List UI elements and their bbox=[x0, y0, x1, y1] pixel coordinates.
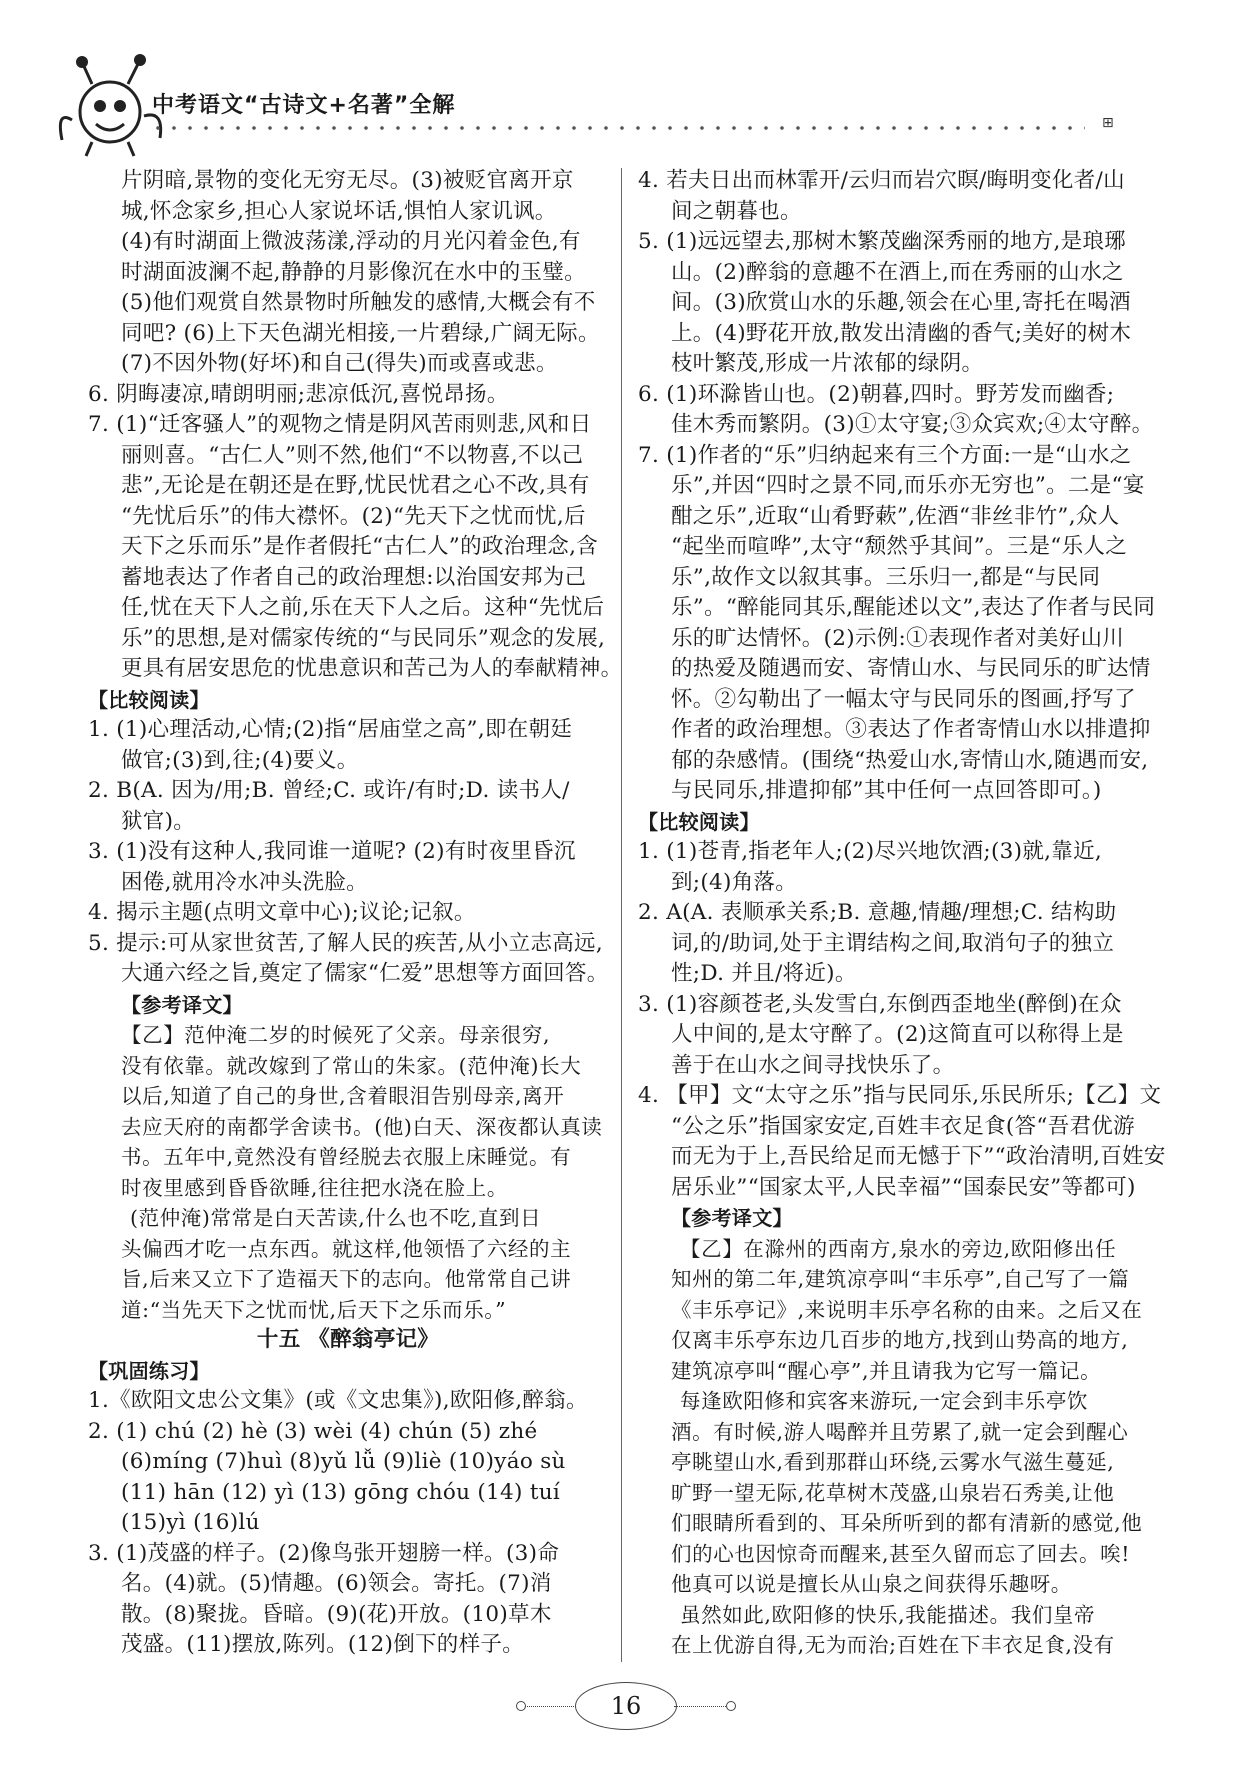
book-title: 中考语文“古诗文+名著”全解 bbox=[152, 93, 456, 118]
text-line: (11) hān (12) yì (13) gōng chóu (14) tuí bbox=[121, 1479, 561, 1505]
text-line: 酣之乐”,近取“山肴野蔌”,佐酒“非丝非竹”,众人 bbox=[671, 503, 1120, 529]
text-line: 困倦,就用冷水冲头洗脸。 bbox=[121, 869, 368, 895]
text-line: 乐”。“醉能同其乐,醒能述以文”,表达了作者与民同 bbox=[671, 595, 1156, 620]
translation-heading: 【参考译文】 bbox=[121, 992, 243, 1017]
text-line: 大通六经之旨,奠定了儒家“仁爱”思想等方面回答。 bbox=[121, 961, 609, 986]
answer-item: 7. (1)“迁客骚人”的观物之情是阴风苦雨则悲,风和日 bbox=[88, 412, 592, 437]
answer-item: 3. (1)茂盛的样子。(2)像鸟张开翅膀一样。(3)命 bbox=[88, 1540, 560, 1566]
text-line: 茂盛。(11)摆放,陈列。(12)倒下的样子。 bbox=[121, 1632, 525, 1657]
section-heading: 【比较阅读】 bbox=[88, 687, 210, 712]
translation-line: 知州的第二年,建筑凉亭叫“丰乐亭”,自己写了一篇 bbox=[671, 1267, 1130, 1291]
text-line: 人中间的,是太守醉了。(2)这简直可以称得上是 bbox=[671, 1022, 1124, 1047]
text-line: 名。(4)就。(5)情趣。(6)领会。寄托。(7)消 bbox=[121, 1571, 552, 1596]
text-line: 性;D. 并且/将近)。 bbox=[671, 961, 857, 986]
text-line: 佳木秀而繁阴。(3)①太守宴;③众宾欢;④太守醉。 bbox=[671, 412, 1154, 437]
text-line: 狱官)。 bbox=[121, 808, 196, 834]
translation-line: 没有依靠。就改嫁到了常山的朱家。(范仲淹)长大 bbox=[121, 1053, 582, 1078]
translation-line: 道:“当先天下之忧而忧,后天下之乐而乐。” bbox=[121, 1297, 507, 1322]
text-line: “起坐而喧哗”,太守“颓然乎其间”。三是“乐人之 bbox=[671, 534, 1127, 559]
footer-rule-right bbox=[674, 1706, 730, 1708]
page-number: 16 bbox=[575, 1682, 677, 1730]
text-line: (4)有时湖面上微波荡漾,浮动的月光闪着金色,有 bbox=[121, 229, 581, 254]
text-line: 怀。②勾勒出了一幅太守与民同乐的图画,抒写了 bbox=[671, 686, 1136, 712]
section-heading: 【巩固练习】 bbox=[88, 1358, 210, 1383]
text-line: 城,怀念家乡,担心人家说坏话,惧怕人家讥讽。 bbox=[121, 198, 557, 224]
translation-line: 亭眺望山水,看到那群山环绕,云雾水气滋生蔓延, bbox=[671, 1450, 1115, 1474]
answer-item: 2. A(A. 表顺承关系;B. 意趣,情趣/理想;C. 结构助 bbox=[638, 900, 1117, 925]
text-line: “先忧后乐”的伟大襟怀。(2)“先天下之忧而忧,后 bbox=[121, 503, 586, 529]
text-line: 片阴暗,景物的变化无穷无尽。(3)被贬官离开京 bbox=[121, 168, 574, 193]
text-line: 间之朝暮也。 bbox=[671, 198, 802, 224]
answer-item: 4. 【甲】文“太守之乐”指与民同乐,乐民所乐;【乙】文 bbox=[638, 1083, 1162, 1108]
answer-item: 2. B(A. 因为/用;B. 曾经;C. 或许/有时;D. 读书人/ bbox=[88, 778, 570, 803]
footer-rule-left bbox=[520, 1706, 576, 1708]
text-line: 善于在山水之间寻找快乐了。 bbox=[671, 1052, 955, 1078]
translation-line: 建筑凉亭叫“醒心亭”,并且请我为它写一篇记。 bbox=[671, 1358, 1102, 1383]
translation-line: 他真可以说是擅长从山泉之间获得乐趣呀。 bbox=[671, 1572, 1072, 1596]
header-dotted-rule bbox=[150, 126, 1085, 130]
translation-line: 虽然如此,欧阳修的快乐,我能描述。我们皇帝 bbox=[680, 1602, 1096, 1627]
text-line: (7)不因外物(好坏)和自己(得失)而或喜或悲。 bbox=[121, 351, 558, 376]
text-line: 与民同乐,排遣抑郁”其中任何一点回答即可。) bbox=[671, 778, 1102, 803]
column-divider bbox=[621, 168, 622, 1662]
page-footer bbox=[520, 1678, 730, 1738]
text-line: 更具有居安思危的忧患意识和苦己为人的奉献精神。 bbox=[121, 656, 623, 681]
translation-line: 以后,知道了自己的身世,含着眼泪告别母亲,离开 bbox=[121, 1084, 565, 1108]
answer-item: 4. 若夫日出而林霏开/云归而岩穴暝/晦明变化者/山 bbox=[638, 168, 1125, 193]
left-column bbox=[88, 166, 623, 1661]
text-line: 同吧? (6)上下天色湖光相接,一片碧绿,广阔无际。 bbox=[121, 320, 600, 346]
text-line: 蓄地表达了作者自己的政治理想:以治国安邦为己 bbox=[121, 564, 587, 590]
translation-line: 【乙】范仲淹二岁的时候死了父亲。母亲很穷, bbox=[121, 1023, 551, 1047]
text-line: 任,忧在天下人之前,乐在天下人之后。这种“先忧后 bbox=[121, 595, 605, 620]
answer-item: 2. (1) chú (2) hè (3) wèi (4) chún (5) zhé bbox=[88, 1418, 538, 1444]
answer-item: 1. (1)苍青,指老年人;(2)尽兴地饮酒;(3)就,靠近, bbox=[638, 839, 1103, 864]
translation-line: 酒。有时候,游人喝醉并且劳累了,就一定会到醒心 bbox=[671, 1419, 1129, 1444]
text-line: 乐”,并因“四时之景不同,而乐亦无穷也”。二是“宴 bbox=[671, 473, 1145, 498]
answer-item: 1.《欧阳文忠公文集》(或《文忠集》),欧阳修,醉翁。 bbox=[88, 1388, 588, 1413]
text-line: 到;(4)角落。 bbox=[671, 869, 798, 895]
translation-line: 每逢欧阳修和宾客来游玩,一定会到丰乐亭饮 bbox=[680, 1389, 1089, 1413]
translation-heading: 【参考译文】 bbox=[671, 1206, 793, 1230]
translation-line: 【乙】在滁州的西南方,泉水的旁边,欧阳修出任 bbox=[680, 1236, 1117, 1261]
answer-item: 5. 提示:可从家世贫苦,了解人民的疾苦,从小立志高远, bbox=[88, 930, 603, 956]
text-line: (15)yì (16)lú bbox=[121, 1510, 260, 1535]
translation-line: 仅离丰乐亭东边几百步的地方,找到山势高的地方, bbox=[671, 1328, 1129, 1352]
text-line: 时湖面波澜不起,静静的月影像沉在水中的玉璧。 bbox=[121, 259, 586, 285]
text-line: 的热爱及随遇而安、寄情山水、与民同乐的旷达情 bbox=[671, 656, 1151, 681]
page-header bbox=[48, 40, 1208, 150]
translation-line: (范仲淹)常常是白天苦读,什么也不吃,直到日 bbox=[130, 1206, 542, 1230]
translation-line: 去应天府的南都学舍读书。(他)白天、深夜都认真读 bbox=[121, 1114, 603, 1139]
text-line: 词,的/助词,处于主谓结构之间,取消句子的独立 bbox=[671, 930, 1115, 956]
text-line: 山。(2)醉翁的意趣不在酒上,而在秀丽的山水之 bbox=[671, 259, 1124, 285]
translation-line: 头偏西才吃一点东西。就这样,他领悟了六经的主 bbox=[121, 1236, 572, 1261]
text-line: 丽则喜。“古仁人”则不然,他们“不以物喜,不以己 bbox=[121, 442, 584, 468]
answer-item: 3. (1)没有这种人,我同谁一道呢? (2)有时夜里昏沉 bbox=[88, 839, 576, 864]
text-line: 作者的政治理想。③表达了作者寄情山水以排遣抑 bbox=[671, 717, 1151, 742]
text-line: 枝叶繁茂,形成一片浓郁的绿阴。 bbox=[671, 351, 984, 376]
answer-item: 1. (1)心理活动,心情;(2)指“居庙堂之高”,即在朝廷 bbox=[88, 717, 573, 742]
footer-dot-right bbox=[726, 1701, 736, 1711]
text-line: 居乐业”“国家太平,人民幸福”“国泰民安”等都可) bbox=[671, 1174, 1136, 1200]
text-line: 乐的旷达情怀。(2)示例:①表现作者对美好山川 bbox=[671, 625, 1125, 651]
translation-line: 旨,后来又立下了造福天下的志向。他常常自己讲 bbox=[121, 1267, 572, 1291]
answer-item: 4. 揭示主题(点明文章中心);议论;记叙。 bbox=[88, 900, 476, 925]
answer-item: 6. 阴晦凄凉,晴朗明丽;悲凉低沉,喜悦昂扬。 bbox=[88, 381, 509, 407]
answer-item: 5. (1)远远望去,那树木繁茂幽深秀丽的地方,是琅琊 bbox=[638, 229, 1127, 254]
text-line: 郁的杂感情。(围绕“热爱山水,寄情山水,随遇而安, bbox=[671, 747, 1149, 773]
text-line: 做官;(3)到,往;(4)要义。 bbox=[121, 747, 359, 773]
section-heading: 【比较阅读】 bbox=[638, 809, 760, 834]
translation-line: 《丰乐亭记》,来说明丰乐亭名称的由来。之后又在 bbox=[671, 1297, 1143, 1322]
footer-dot-left bbox=[516, 1701, 526, 1711]
translation-line: 旷野一望无际,花草树木茂盛,山泉岩石秀美,让他 bbox=[671, 1480, 1115, 1505]
text-line: 天下之乐而乐”是作者假托“古仁人”的政治理念,含 bbox=[121, 534, 599, 559]
translation-line: 们的心也因惊奇而醒来,甚至久留而忘了回去。唉! bbox=[671, 1541, 1131, 1566]
text-line: 乐”的思想,是对儒家传统的“与民同乐”观念的发展, bbox=[121, 625, 606, 651]
translation-line: 书。五年中,竟然没有曾经脱去衣服上床睡觉。有 bbox=[121, 1145, 572, 1169]
corner-mark-icon: ⊞ bbox=[1102, 115, 1114, 131]
text-line: (6)míng (7)huì (8)yǔ lǚ (9)liè (10)yáo sù bbox=[121, 1449, 566, 1474]
text-line: 悲”,无论是在朝还是在野,忧民忧君之心不改,具有 bbox=[121, 473, 590, 498]
text-line: 间。(3)欣赏山水的乐趣,领会在心里,寄托在喝酒 bbox=[671, 290, 1131, 315]
text-line: 而无为于上,吾民给足而无憾于下”“政治清明,百姓安 bbox=[671, 1144, 1166, 1169]
chapter-title: 十五 《醉翁亭记》 bbox=[256, 1327, 440, 1352]
text-line: 上。(4)野花开放,散发出清幽的香气;美好的树木 bbox=[671, 320, 1132, 346]
text-line: (5)他们观赏自然景物时所触发的感情,大概会有不 bbox=[121, 290, 596, 315]
text-line: 乐”,故作文以叙其事。三乐归一,都是“与民同 bbox=[671, 564, 1101, 590]
translation-line: 在上优游自得,无为而治;百姓在下丰衣足食,没有 bbox=[671, 1633, 1115, 1657]
text-line: 散。(8)聚拢。昏暗。(9)(花)开放。(10)草木 bbox=[121, 1601, 552, 1627]
answer-item: 7. (1)作者的“乐”归纳起来有三个方面:一是“山水之 bbox=[638, 442, 1132, 468]
translation-line: 时夜里感到昏昏欲睡,往往把水浇在脸上。 bbox=[121, 1175, 508, 1200]
answer-item: 6. (1)环滁皆山也。(2)朝暮,四时。野芳发而幽香; bbox=[638, 381, 1115, 407]
answer-item: 3. (1)容颜苍老,头发雪白,东倒西歪地坐(醉倒)在众 bbox=[638, 991, 1122, 1017]
text-line: “公之乐”指国家安定,百姓丰衣足食(答“吾君优游 bbox=[671, 1113, 1135, 1139]
translation-line: 们眼睛所看到的、耳朵所听到的都有清新的感觉,他 bbox=[671, 1511, 1143, 1535]
right-column bbox=[638, 166, 1170, 1661]
